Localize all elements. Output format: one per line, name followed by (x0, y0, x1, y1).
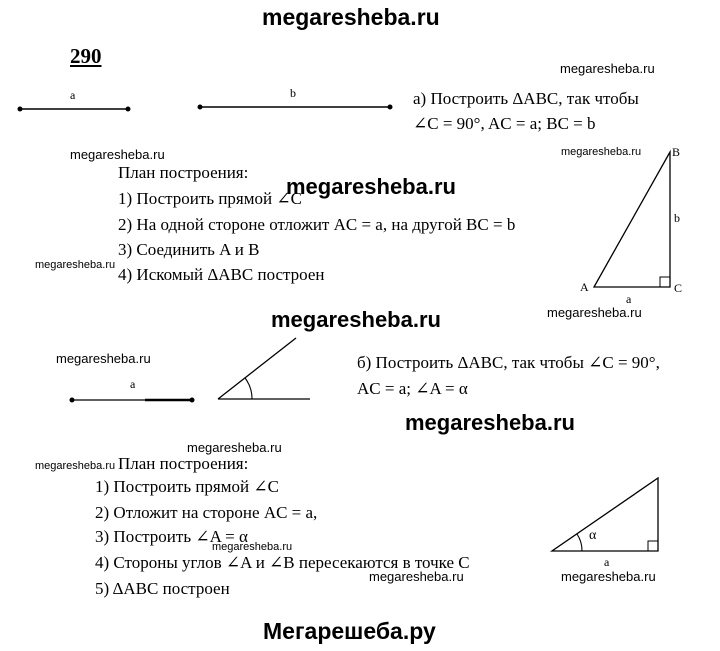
watermark-small-4: megaresheba.ru (35, 259, 116, 271)
part-b-step-4: 4) Стороны углов ∠A и ∠B пересекаются в точке C (95, 553, 470, 572)
part-b-step-3: 3) Построить ∠A = α (95, 527, 248, 546)
watermark-big-3: megaresheba.ru (405, 410, 575, 435)
triangle-b-right-angle-mark (648, 541, 658, 551)
problem-number: 290 (70, 44, 102, 68)
triangle-b-outline (552, 478, 658, 551)
segment-b-a-label: a (130, 377, 136, 391)
segment-a-label: a (70, 88, 76, 102)
part-b-plan-title: План построения: (118, 454, 249, 473)
part-a-step-2: 2) На одной стороне отложит AC = a, на другой BC = b (118, 215, 516, 234)
triangle-b-side-a: a (604, 555, 610, 569)
part-b-step-5: 5) ΔABC построен (95, 579, 230, 598)
watermark-small-7: megaresheba.ru (187, 440, 282, 455)
watermark-small-10: megaresheba.ru (369, 569, 464, 584)
watermark-small-9: megaresheba.ru (212, 541, 293, 553)
watermark-small-11: megaresheba.ru (561, 569, 656, 584)
part-b-step-2: 2) Отложит на стороне AC = a, (95, 503, 318, 522)
part-a-step-4: 4) Искомый ΔABC построен (118, 265, 325, 284)
footer-site: Мегарешеба.ру (263, 618, 436, 644)
watermark-small-5: megaresheba.ru (547, 305, 642, 320)
segment-b-label: b (290, 86, 296, 100)
part-b-task-line1: б) Построить ΔABC, так чтобы ∠C = 90°, (357, 353, 660, 372)
part-a-step-3: 3) Соединить A и B (118, 240, 260, 259)
part-a-plan-title: План построения: (118, 163, 249, 182)
triangle-b-alpha-label: α (589, 528, 597, 543)
triangle-a-vertex-A: A (580, 280, 589, 294)
watermark-big-1: megaresheba.ru (286, 174, 456, 199)
part-b-step-1: 1) Построить прямой ∠C (95, 477, 279, 496)
triangle-a-side-b: b (674, 211, 680, 225)
watermark-small-6: megaresheba.ru (56, 351, 151, 366)
part-a-task-line1: а) Построить ΔABC, так чтобы (413, 89, 639, 108)
triangle-a-side-a: a (626, 292, 632, 306)
triangle-b-angle-arc (577, 534, 582, 551)
watermark-small-8: megaresheba.ru (35, 460, 116, 472)
watermark-small-2: megaresheba.ru (70, 147, 165, 162)
watermark-small-3: megaresheba.ru (561, 146, 642, 158)
header-site: megaresheba.ru (262, 4, 440, 30)
part-a-task-line2: ∠C = 90°, AC = a; BC = b (413, 114, 596, 133)
watermark-small-1: megaresheba.ru (560, 61, 655, 76)
triangle-a-vertex-B: B (672, 145, 681, 159)
watermark-big-2: megaresheba.ru (271, 307, 441, 332)
part-a-step-1: 1) Построить прямой ∠C (118, 189, 302, 208)
part-b-task-line2: AC = a; ∠A = α (357, 379, 468, 398)
triangle-a-vertex-C: C (674, 281, 683, 295)
